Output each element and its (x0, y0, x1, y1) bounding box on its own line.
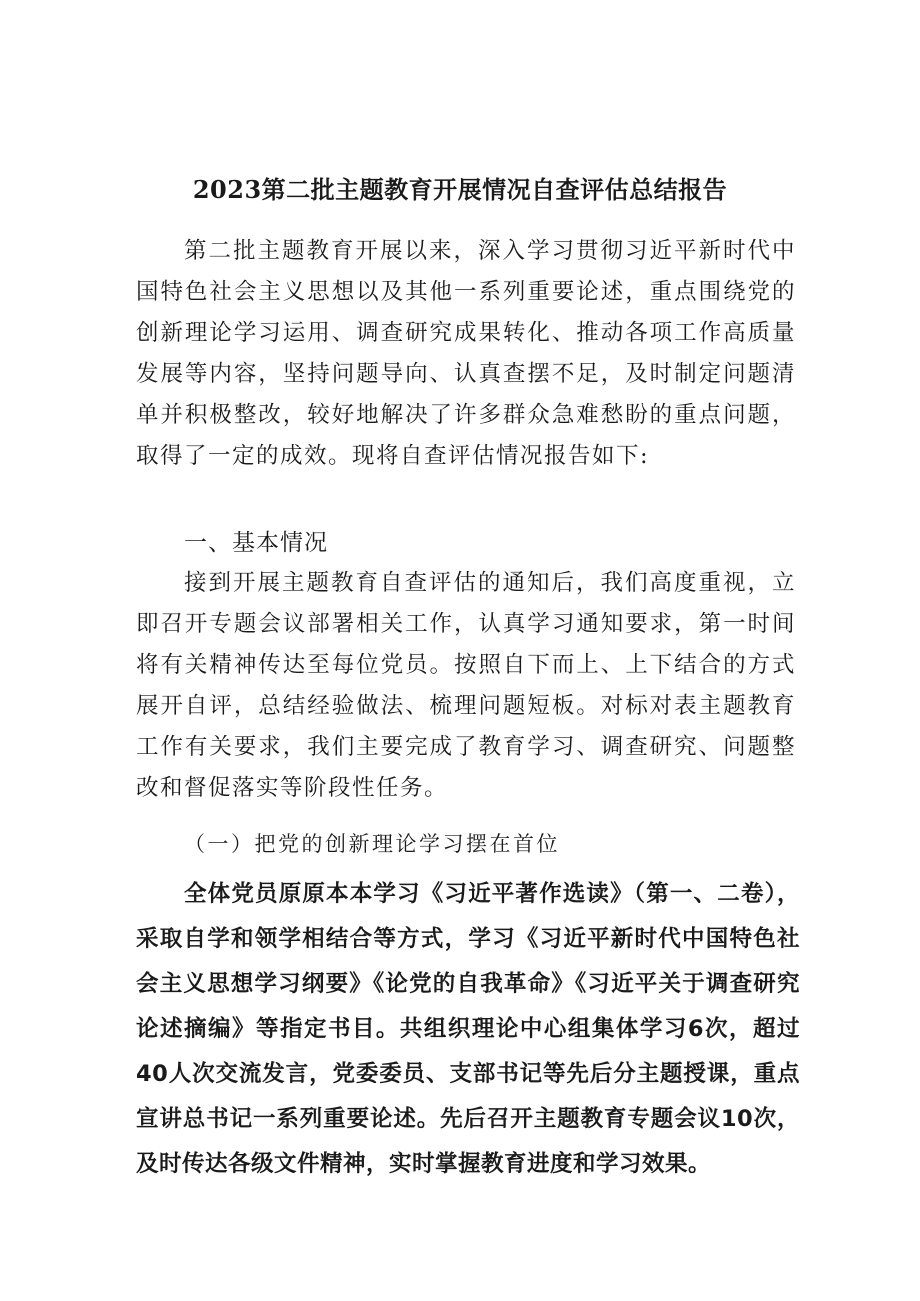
subsection-theory-study-paragraph: 全体党员原原本本学习《习近平著作选读》（第一、二卷），采取自学和领学相结合等方式，学习《习近平新时代中国特色社会主义思想学习纲要》《论党的自我革命》《习近平关于调查研究论述摘编》等指定书目。共组织理论中心组集体学习6次，超过40人次交流发言，党委委员、支部书记等先后分主题授课，重点宣讲总书记一系列重要论述。先后召开主题教育专题会议10次，及时传达各级文件精神，实时掌握教育进度和学习效果。 (136, 881, 800, 1177)
intro-paragraph: 第二批主题教育开展以来，深入学习贯彻习近平新时代中国特色社会主义思想以及其他一系列重要论述，重点围绕党的创新理论学习运用、调查研究成果转化、推动各项工作高质量发展等内容，坚持问题导向、认真查摆不足，及时制定问题清单并积极整改，较好地解决了许多群众急难愁盼的重点问题，取得了一定的成效。现将自查评估情况报告如下: (136, 238, 796, 469)
subsection-heading-theory-study: （一）把党的创新理论学习摆在首位 (184, 832, 560, 856)
section-heading-basic-situation: 一、基本情况 (184, 530, 328, 556)
document-title: 2023第二批主题教育开展情况自查评估总结报告 (192, 175, 728, 204)
section-basic-situation-paragraph: 接到开展主题教育自查评估的通知后，我们高度重视，立即召开专题会议部署相关工作，认真学习通知要求，第一时间将有关精神传达至每位党员。按照自下而上、上下结合的方式展开自评，总结经验做法、梳理问题短板。对标对表主题教育工作有关要求，我们主要完成了教育学习、调查研究、问题整改和督促落实等阶段性任务。 (136, 570, 796, 801)
